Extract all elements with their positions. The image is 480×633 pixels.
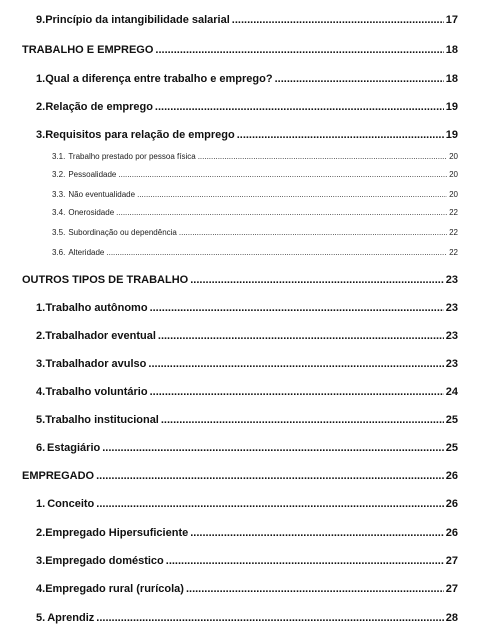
toc-entry-page-number: 22 [449,248,458,257]
toc-entry-title: Conceito [47,498,95,510]
toc-entry[interactable] [52,170,458,179]
toc-entry-page-number: 20 [449,152,458,161]
toc-entry-page-number: 27 [445,555,458,567]
dot-leader [148,358,443,370]
toc-entry[interactable] [36,330,458,342]
toc-entry-title: Relação de emprego [45,101,153,113]
toc-entry-page-number: 17 [445,14,458,26]
toc-entry-page-number: 19 [445,129,458,141]
dot-leader [106,248,447,257]
toc-entry-number: 1. [36,498,46,510]
toc-entry[interactable] [36,358,458,370]
toc-entry-number: 3.6. [52,248,66,257]
toc-entry-title: Requisitos para relação de emprego [45,129,235,141]
toc-entry-title: Trabalho autônomo [45,302,148,314]
toc-entry[interactable] [22,470,458,482]
toc-entry[interactable] [36,302,458,314]
toc-entry-title: Trabalhador avulso [45,358,147,370]
toc-entry[interactable] [36,386,458,398]
toc-entry-page-number: 25 [445,414,458,426]
toc-entry[interactable] [36,498,458,510]
toc-entry[interactable] [36,612,458,624]
toc-entry-title: Alteridade [68,248,105,257]
dot-leader [198,152,447,161]
toc-entry-title: Pessoalidade [68,170,117,179]
toc-entry[interactable] [36,129,458,141]
toc-entry-number: 3.1. [52,152,66,161]
toc-entry-page-number: 22 [449,208,458,217]
toc-entry[interactable] [36,101,458,113]
toc-entry-page-number: 20 [449,170,458,179]
toc-entry-page-number: 23 [445,330,458,342]
toc-entry-page-number: 20 [449,190,458,199]
dot-leader [275,73,444,85]
toc-entry-title: Trabalho institucional [45,414,159,426]
dot-leader [158,330,444,342]
toc-entry-page-number: 26 [445,498,458,510]
toc-entry-page-number: 23 [445,274,458,286]
toc-entry-page-number: 23 [445,302,458,314]
toc-entry[interactable] [22,44,458,56]
dot-leader [118,170,447,179]
toc-entry-page-number: 26 [445,527,458,539]
toc-entry-title: Subordinação ou dependência [68,228,177,237]
toc-entry-page-number: 26 [445,470,458,482]
toc-entry-page-number: 24 [445,386,458,398]
dot-leader [155,101,444,113]
toc-entry-number: 9. [36,14,46,26]
toc-entry-number: 1. [36,302,46,314]
toc-entry-number: 5. [36,414,46,426]
toc-entry-title: Qual a diferença entre trabalho e emprego? [45,73,273,85]
toc-entry[interactable] [52,208,458,217]
toc-entry-title: Trabalho voluntário [45,386,148,398]
toc-entry-page-number: 28 [445,612,458,624]
toc-entry-title: Aprendiz [47,612,95,624]
toc-entry-title: Empregado doméstico [45,555,164,567]
toc-entry-page-number: 23 [445,358,458,370]
toc-entry-title: Onerosidade [68,208,115,217]
toc-entry-number: 5. [36,612,46,624]
dot-leader [190,527,444,539]
dot-leader [232,14,444,26]
toc-entry-number: 3. [36,129,46,141]
toc-entry-title: Empregado Hipersuficiente [45,527,189,539]
toc-entry-page-number: 25 [445,442,458,454]
toc-entry[interactable] [52,248,458,257]
toc-entry-title: Não eventualidade [68,190,136,199]
toc-entry-page-number: 19 [445,101,458,113]
dot-leader [166,555,444,567]
toc-entry-title: Trabalhador eventual [45,330,156,342]
toc-entry-number: 3.3. [52,190,66,199]
dot-leader [150,302,444,314]
toc-entry[interactable] [36,583,458,595]
dot-leader [190,274,444,286]
toc-entry-number: 3. [36,555,46,567]
dot-leader [161,414,444,426]
toc-entry-page-number: 18 [445,44,458,56]
toc-entry-title: Trabalho prestado por pessoa física [68,152,196,161]
dot-leader [116,208,447,217]
toc-entry[interactable] [36,73,458,85]
toc-entry-number: 4. [36,386,46,398]
toc-entry-number: 2. [36,527,46,539]
dot-leader [155,44,443,56]
toc-entry-title: Estagiário [47,442,101,454]
dot-leader [96,498,443,510]
toc-entry[interactable] [36,414,458,426]
toc-entry[interactable] [52,152,458,161]
toc-entry-number: 6. [36,442,46,454]
toc-entry[interactable] [52,228,458,237]
dot-leader [150,386,444,398]
dot-leader [96,612,443,624]
toc-entry-page-number: 22 [449,228,458,237]
toc-entry[interactable] [36,527,458,539]
dot-leader [137,190,447,199]
toc-entry-number: 2. [36,330,46,342]
dot-leader [186,583,444,595]
toc-entry-number: 3. [36,358,46,370]
dot-leader [102,442,444,454]
toc-entry[interactable] [36,14,458,26]
toc-entry-title: TRABALHO E EMPREGO [22,44,154,56]
toc-entry-page-number: 18 [445,73,458,85]
toc-entry-number: 4. [36,583,46,595]
toc-entry-title: OUTROS TIPOS DE TRABALHO [22,274,189,286]
toc-entry[interactable] [36,555,458,567]
dot-leader [96,470,444,482]
toc-entry-page-number: 27 [445,583,458,595]
toc-entry-number: 1. [36,73,46,85]
toc-entry[interactable] [36,442,458,454]
toc-entry[interactable] [52,190,458,199]
toc-entry-number: 3.2. [52,170,66,179]
dot-leader [237,129,444,141]
toc-entry-number: 3.4. [52,208,66,217]
toc-entry-title: EMPREGADO [22,470,95,482]
toc-entry-number: 2. [36,101,46,113]
toc-entry-title: Princípio da intangibilidade salarial [45,14,230,26]
toc-entry-number: 3.5. [52,228,66,237]
toc-entry-title: Empregado rural (rurícola) [45,583,184,595]
toc-entry[interactable] [22,274,458,286]
dot-leader [179,228,447,237]
